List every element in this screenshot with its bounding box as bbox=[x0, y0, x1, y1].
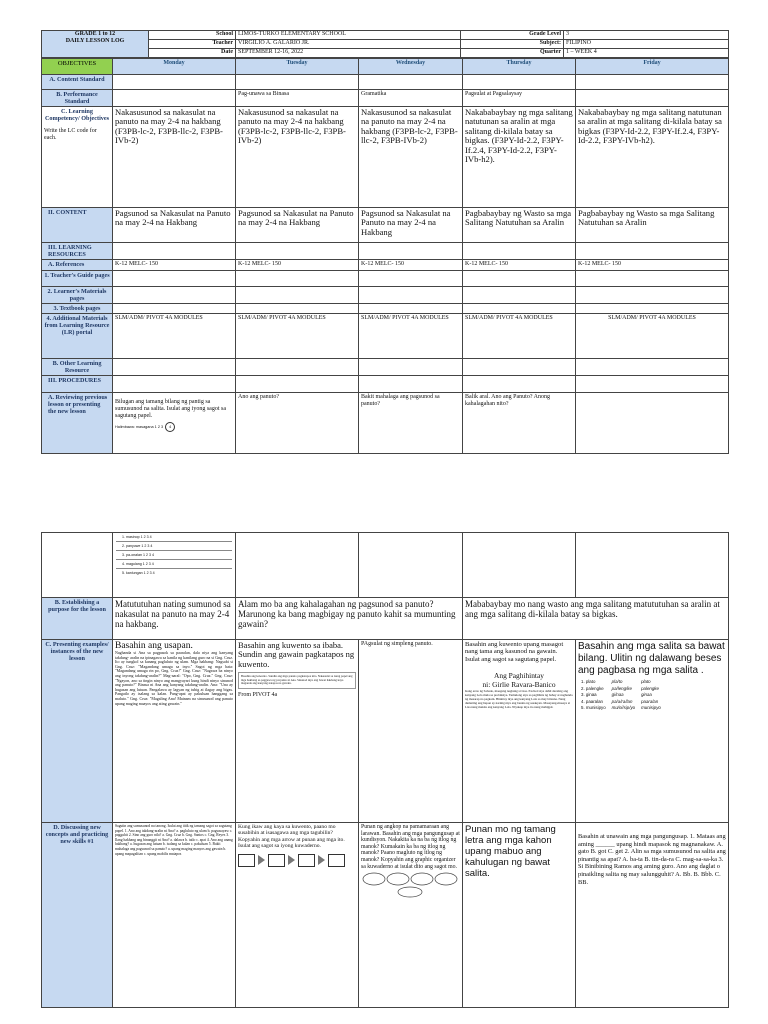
label-references: A. References bbox=[42, 260, 113, 271]
date-value: SEPTEMBER 12-16, 2022 bbox=[236, 49, 461, 58]
content-thu: Pagbabaybay ng Wasto sa mga Salitang Natutuhan sa Aralin bbox=[463, 208, 576, 243]
reviewing-mon-cell bbox=[113, 393, 236, 454]
reviewing-example bbox=[115, 422, 233, 432]
presenting-mon-cell bbox=[113, 640, 236, 823]
egg-graphic-organizer bbox=[361, 870, 459, 898]
arrow-organizer bbox=[238, 854, 356, 867]
additional-wed: SLM/ADM/ PIVOT 4A MODULES bbox=[359, 314, 463, 359]
story-title: Ang Paghihintay bbox=[494, 671, 544, 681]
word-syllables: pa/a/ra/lan bbox=[611, 698, 633, 704]
subject-value: FILIPINO bbox=[564, 40, 729, 49]
story-body: Isang araw ng Sabado, maagang nagising si Lisa. Excited siya dahil darating ang kanyang Lola mula sa probinsiya. Tumulong siya sa paglilinis ng bahay at naghanda ng masarap na pagkain. Hinintay niya ang kanyang Lola sa may bintana. Nang dumating ang hapon ay narinig niya ang busina ng sasakyan. Masayang-masaya si Lisa nang makita ang kanyang Lola. Niyakap niya ito nang mahigpit. bbox=[465, 689, 573, 710]
presenting-thu-cell bbox=[463, 640, 576, 823]
reviewing-example-text: Halimbawa: masagana 1 2 3 bbox=[115, 425, 164, 429]
quarter-label: Quarter bbox=[461, 49, 564, 58]
word-row-3 bbox=[578, 692, 664, 699]
organizer-box bbox=[298, 854, 315, 867]
word-row-4 bbox=[578, 699, 664, 706]
word: 3. ginaa bbox=[581, 692, 597, 698]
word: 2. palengke bbox=[581, 685, 604, 691]
content-mon: Pagsunod sa Nakasulat na Panuto na may 2-4 na Hakbang bbox=[113, 208, 236, 243]
word: 4. paaralan bbox=[581, 698, 603, 704]
label-textbook-pages: 3. Textbook pages bbox=[42, 304, 113, 314]
word-repeat: ginaa bbox=[641, 692, 652, 698]
label-discussing: D. Discussing new concepts and practicing new skills #1 bbox=[42, 823, 113, 1008]
references-wed: K-12 MELC- 150 bbox=[359, 260, 463, 271]
label-presenting: C. Presenting examples/ instances of the new lesson bbox=[42, 640, 113, 823]
word: 5. munisipyo bbox=[581, 705, 606, 711]
lesson-log-page-1 bbox=[41, 30, 728, 454]
story-author: ni: Girlie Ravara-Banico bbox=[482, 680, 556, 690]
word-syllables: pa/leng/ke bbox=[611, 685, 632, 691]
organizer-box bbox=[328, 854, 345, 867]
performance-thu: Pagsulat at Pagsalaysay bbox=[463, 90, 576, 107]
content-fri: Pagbabaybay ng Wasto sa mga Salitang Natutuhan sa Aralin bbox=[576, 208, 729, 243]
label-competency: C. Learning Competency/ Objectives bbox=[44, 108, 110, 122]
label-lm-pages: 2. Learner's Materials pages bbox=[42, 287, 113, 304]
reviewing-thu: Balik aral. Ano ang Panuto? Anong kahalagahan nito? bbox=[463, 393, 576, 454]
label-tg-pages: 1. Teacher's Guide pages bbox=[42, 271, 113, 287]
log-title: DAILY LESSON LOG bbox=[65, 38, 125, 44]
word-list bbox=[578, 679, 664, 712]
grade-level-value: 3 bbox=[564, 31, 729, 40]
references-tue: K-12 MELC- 150 bbox=[236, 260, 359, 271]
competency-fri: Nakababaybay ng mga salitang natutunan sa aralin at mga salitang di-kilala batay sa bigkas (F3PY-Id-2.2, F3PY-If.2.4, F3PY-Id-2.2, F3PY-IVb-h2). bbox=[576, 107, 729, 208]
teacher-value: VIRGILIO A. GALARIO JR. bbox=[236, 40, 461, 49]
reviewing-mon: Bilugan ang tamang bilang ng pantig sa sumusunod na salita. Isulat ang iyong sagot sa sagutang papel. bbox=[115, 399, 226, 419]
arrow-right-icon bbox=[318, 855, 325, 865]
establishing-mon: Matututuhan nating sumunod sa nakasulat na panuto na may 2-4 na hakbang. bbox=[113, 598, 236, 640]
syllable-list bbox=[113, 533, 236, 598]
references-mon: K-12 MELC- 150 bbox=[113, 260, 236, 271]
word-row-1 bbox=[578, 679, 664, 686]
competency-tue: Nakasusunod sa nakasulat na panuto na may 2-4 na hakbang (F3PB-lc-2, F3PB-llc-2, F3PB-IVb-2) bbox=[236, 107, 359, 208]
day-monday: Monday bbox=[113, 59, 236, 75]
word-syllables: pla/to bbox=[611, 679, 623, 684]
lesson-table-2 bbox=[41, 532, 729, 1008]
day-thursday: Thursday bbox=[463, 59, 576, 75]
reviewing-example-answer: 4 bbox=[165, 422, 175, 432]
grade-level-label: Grade Level bbox=[461, 31, 564, 40]
organizer-box bbox=[268, 854, 285, 867]
additional-thu: SLM/ADM/ PIVOT 4A MODULES bbox=[463, 314, 576, 359]
label-reviewing: A. Reviewing previous lesson or presenting the new lesson bbox=[42, 393, 113, 454]
additional-tue: SLM/ADM/ PIVOT 4A MODULES bbox=[236, 314, 359, 359]
discussing-fri: Basahin at unawain ang mga pangungusap. 1. Mataas ang aming ______ upang hindi mapasok ng magnanakaw. A. gato B. got C. get 2. Alin sa mga sumusunod na salita ang pinantig sa apat? A. ba-ta B. tin-da-ra C. mag-sa-sa-ka 3. Si Binibining Ramos ang aming guro. Ano ang daglat o pinaikling salita ng may salungguhit? A. Bb. B. Bbb. C. BB. bbox=[576, 823, 729, 1008]
content-wed: Pagsunod sa Nakasulat na Panuto na may 2-4 na Hakbang bbox=[359, 208, 463, 243]
discussing-tue-cell bbox=[236, 823, 359, 1008]
establishing-tue-text: Alam mo ba ang kahalagahan ng pagsunod sa panuto? Marunong ka bang magbigay ng panuto kahit sa mumunting gawain? bbox=[238, 599, 456, 629]
day-tuesday: Tuesday bbox=[236, 59, 359, 75]
school-value: LIMOS-TURKO ELEMENTARY SCHOOL bbox=[236, 31, 461, 40]
organizer-box bbox=[238, 854, 255, 867]
lc-code-note: Write the LC code for each. bbox=[44, 128, 97, 141]
content-tue: Pagsunod sa Nakasulat na Panuto na may 2-4 na Hakbang bbox=[236, 208, 359, 243]
syllable-item-3: 3. pa-onalan 1 2 3 4 bbox=[116, 551, 232, 560]
story-thumbnail: Basahin ang kuwento. Sundin ang mga panuto pagkatapos nito. Nakasulat sa isang papel ang mga hakbang sa paggawa ng proyekto ni Ana. Sinunod niya ang bawat hakbang kaya maganda ang kanyang natapos na gawain. bbox=[238, 672, 356, 689]
establishing-thu-text: Mababaybay mo nang wasto ang mga salitang matututuhan sa aralin at ang mga salitang di-kilala batay sa bigkas. bbox=[465, 599, 720, 619]
presenting-thu-intro: Basahin ang kuwento upang masagot nang tama ang kasunod na gawain. Isulat ang sagot sa sagutang papel. bbox=[465, 641, 564, 663]
lesson-table-1 bbox=[41, 58, 729, 454]
word-row-2 bbox=[578, 686, 664, 693]
presenting-mon-body: Naghanda si Ana sa pagpasok sa paaralan, dala niya ang kanyang takdang- aralin na ipinagawa sa kanila ng kanilang guro na si Gng. Cruz. Ito ay tungkol sa kanang pagluluto ng ulam. Mga hakbang: Nagsabi si Gng. Cruz: "Magandang umaga sa inyo." Sagot ng mga bata: "Magandang umaga rin po, Gng. Cruz!" Gng. Cruz: "Nagawa ba ninyo ang inyong takdang-aralin?" Mag-aaral: "Opo, Gng. Cruz." Gng. Cruz: "Ngayon, ano sa tingin ninyo ang mangyayari kung hindi ninyo sinunod ang panuto?" Binasa ni Ana ang kanyang takdang-aralin. Ana: "Una ay hugasan ang lutuan. Pangalawa ay lagyan ng tubig at ilagay ang bigas. Pangatlo ay isalang sa kalan. Pang-apat ay pakuluan hanggang sa maluto." Gng. Cruz: "Magaling Ana! Mainam na sinusunod ang panuto upang maging maayos ang ating gawain." bbox=[115, 650, 233, 706]
word-repeat: munisipyo bbox=[641, 705, 661, 711]
discussing-wed: Punan ng angkop na pamamaraan ang larawan. Basahin ang mga pangungusap at kundisyon. Nakakita ka na ba ng itlog ng manok? Kumakain ka ba ng itlog ng manok? Paano magluto ng itlog ng manok? Kopyahin ang graphic organizer sa kuwaderno at isulat dito ang sagot mo. bbox=[361, 824, 460, 870]
word-row-5 bbox=[578, 705, 664, 712]
competency-mon: Nakasusunod sa nakasulat na panuto na may 2-4 na hakbang (F3PB-lc-2, F3PB-llc-2, F3PB-IVb-2) bbox=[113, 107, 236, 208]
label-performance-standard: B. Performance Standard bbox=[42, 90, 113, 107]
date-label: Date bbox=[149, 49, 236, 58]
header-title-cell bbox=[42, 31, 149, 58]
word: 1. plato bbox=[581, 679, 596, 684]
word-repeat: palengke bbox=[641, 685, 659, 691]
presenting-wed: PAgsulat ng simpleng panuto. bbox=[359, 640, 463, 823]
presenting-tue-source: From PIVOT 4a bbox=[238, 692, 278, 698]
quarter-value: 1 – WEEK 4 bbox=[564, 49, 729, 58]
establishing-tue bbox=[236, 598, 463, 640]
discussing-mon: Sagutin ang sumusunod na tanong. Isulat ang titik ng tamang sagot sa sagutang papel. 1. Ano ang takdang-aralin ni Ana? a. pagluluto ng ulam b. pagsasayaw c. pagguhit 2. Sino ang guro nila? a. Gng. Cruz b. Gng. Santos c. Gng. Reyes 3. Ilang hakbang ang binanggit ni Ana? a. dalawa b. tatlo c. apat 4. Ano ang unang hakbang? a. hugasan ang lutuan b. isalang sa kalan c. pakuluan 5. Bakit mahalaga ang pagsunod sa panuto? a. upang maging maayos ang gawain b. upang mapagalitan c. upang mabilis matapos bbox=[113, 823, 236, 1008]
presenting-tue-cell bbox=[236, 640, 359, 823]
syllable-item-2: 2. panyuwe 1 2 3 4 bbox=[116, 542, 232, 551]
competency-wed: Nakasusunod sa nakasulat na panuto na may 2-4 na hakbang (F3PB-lc-2, F3PB-llc-2, F3PB-IVb-2) bbox=[359, 107, 463, 208]
performance-wed: Gramatika bbox=[359, 90, 463, 107]
establishing-thu bbox=[463, 598, 729, 640]
word-repeat: plato bbox=[641, 679, 651, 684]
label-additional-materials: 4. Additional Materials from Learning Resource (LR) portal bbox=[42, 314, 113, 359]
syllable-item-4: 4. magulang 1 2 3 4 bbox=[116, 560, 232, 569]
label-other-resources: B. Other Learning Resource bbox=[42, 359, 113, 376]
header-table bbox=[41, 30, 729, 58]
word-repeat: paaralan bbox=[641, 698, 659, 704]
additional-fri: SLM/ADM/ PIVOT 4A MODULES bbox=[576, 314, 729, 359]
discussing-wed-cell bbox=[359, 823, 463, 1008]
label-content-standard: A. Content Standard bbox=[42, 75, 113, 90]
label-procedures: III. PROCEDURES bbox=[42, 376, 113, 393]
label-learning-resources: III. LEARNING RESOURCES bbox=[42, 243, 113, 260]
word-syllables: mu/ni/sip/yo bbox=[611, 705, 636, 711]
presenting-fri-title: Basahin ang mga salita sa bawat bilang. Ulitin ng dalawang beses ang pagbasa ng mga salita . bbox=[578, 641, 725, 676]
label-content: II. CONTENT bbox=[42, 208, 113, 243]
syllable-item-1: 1. masinop 1 2 3 4 bbox=[116, 533, 232, 542]
references-thu: K-12 MELC- 150 bbox=[463, 260, 576, 271]
additional-mon: SLM/ADM/ PIVOT 4A MODULES bbox=[113, 314, 236, 359]
competency-label-cell bbox=[42, 107, 113, 208]
reviewing-wed: Bakit mahalaga ang pagsunod sa panuto? bbox=[359, 393, 463, 454]
references-fri: K-12 MELC- 150 bbox=[576, 260, 729, 271]
teacher-label: Teacher bbox=[149, 40, 236, 49]
performance-tue: Pag-unawa sa Binasa bbox=[236, 90, 359, 107]
arrow-right-icon bbox=[258, 855, 265, 865]
day-friday: Friday bbox=[576, 59, 729, 75]
arrow-right-icon bbox=[288, 855, 295, 865]
subject-label: Subject: bbox=[461, 40, 564, 49]
grade-title: GRADE 1 to 12 bbox=[74, 31, 116, 37]
presenting-mon-title: Basahin ang usapan. bbox=[115, 641, 193, 651]
word-syllables: gi/naa bbox=[611, 692, 624, 698]
objectives-header: OBJECTIVES bbox=[42, 59, 113, 75]
discussing-thu: Punan mo ng tamang letra ang mga kahon upang mabuo ang kahulugan ng bawat salita. bbox=[463, 823, 576, 1008]
competency-thu: Nakababaybay ng mga salitang natutunan sa aralin at mga salitang di-kilala batay sa bigkas. (F3PY-Id-2.2, F3PY-If.2.4, F3PY-Id-2.2, F3PY-IVb-h2). bbox=[463, 107, 576, 208]
school-label: School bbox=[149, 31, 236, 40]
lesson-log-page-2 bbox=[41, 532, 728, 1008]
syllable-item-5: 5. kanlungan 1 2 3 4 bbox=[122, 571, 155, 575]
presenting-tue-title: Basahin ang kuwento sa ibaba. Sundin ang gawain pagkatapos ng kuwento. bbox=[238, 640, 355, 669]
discussing-tue: Kung ikaw ang kaya sa kuwento, paano mo susabihin at isasagawa ang mga tagubilin? Kopyahin ang mga arrow at punan ang mga ito. Isulat ang sagot sa iyong kuwaderno. bbox=[238, 824, 345, 850]
label-establishing: B. Establishing a purpose for the lesson bbox=[42, 598, 113, 640]
reviewing-tue: Ano ang panuto? bbox=[236, 393, 359, 454]
day-wednesday: Wednesday bbox=[359, 59, 463, 75]
presenting-fri-cell bbox=[576, 640, 729, 823]
